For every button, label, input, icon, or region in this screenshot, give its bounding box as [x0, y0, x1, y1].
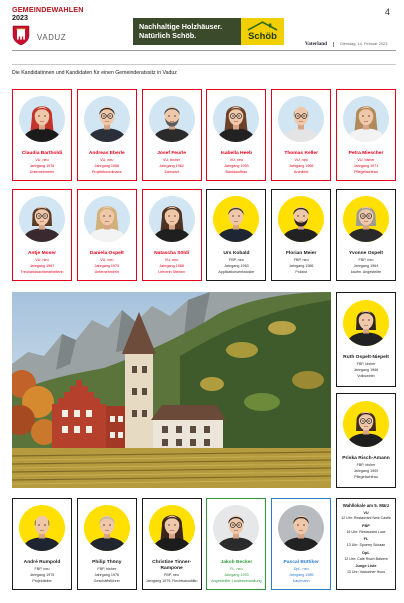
polling-party: Junge Liste	[355, 564, 377, 569]
candidate-card	[336, 89, 396, 181]
publication-name: Vaterland	[305, 41, 328, 47]
candidate-birth-year-occupation: Jahrgang 1979, Rechtsanwältin	[145, 578, 198, 583]
candidate-photo	[19, 505, 65, 551]
candidate-occupation: Bankkauffrau	[225, 169, 248, 174]
candidate-photo	[278, 196, 324, 242]
candidate-row-4	[12, 498, 396, 590]
ad-logo-panel	[241, 18, 284, 45]
intro-divider	[12, 64, 396, 65]
candidate-name: Priska Risch-Amann	[342, 456, 390, 461]
vaduz-castle-illustration	[12, 292, 331, 488]
candidate-birth-year: Jahrgang 1973	[94, 263, 120, 268]
polling-party: DpL	[362, 550, 370, 555]
candidate-card	[206, 189, 266, 281]
publication-separator	[333, 42, 334, 47]
candidate-birth-year: Jahrgang 1964	[353, 263, 379, 268]
candidate-card	[271, 89, 331, 181]
polling-info: 16 Uhr: Restaurant Luce	[346, 529, 386, 534]
candidate-occupation: Volkswirtin	[357, 373, 375, 378]
polling-entry	[346, 524, 385, 535]
candidate-photo	[278, 505, 324, 551]
polling-entry	[341, 511, 391, 522]
page-number: 4	[385, 7, 391, 17]
candidate-birth-year: Jahrgang 1976	[94, 572, 120, 577]
ad-brand-logo: Schöb	[248, 30, 277, 41]
publication-line	[305, 41, 387, 47]
candidate-name: Thomas Keller	[284, 151, 319, 156]
candidate-name: Petra Miescher	[348, 151, 384, 156]
ad-text-panel	[133, 18, 241, 45]
candidate-name: Pascal Büttiker	[283, 560, 319, 565]
polling-entry	[347, 564, 385, 575]
candidate-name: Jakob Becker	[220, 560, 253, 565]
candidate-party-status: FBP, bisher	[356, 463, 376, 467]
candidate-occupation: Treuhandsachbearbeiterin	[20, 269, 64, 274]
candidate-occupation: Applikationsentwickler	[218, 269, 255, 274]
candidate-card	[12, 89, 72, 181]
polling-party: VU	[363, 510, 369, 515]
candidate-party-status: FBP, bisher	[97, 567, 117, 571]
candidate-occupation: Polizist	[295, 269, 308, 274]
candidate-card	[206, 89, 266, 181]
candidate-party-status: FBP, neu	[358, 258, 374, 262]
candidate-birth-year: Jahrgang 1986	[94, 163, 120, 168]
candidate-photo	[343, 401, 389, 447]
candidate-side-column	[336, 292, 396, 488]
candidate-birth-year: Jahrgang 1985	[288, 572, 314, 577]
candidate-occupation: Projektkoordinator	[91, 169, 122, 174]
candidate-birth-year: Jahrgang 1993	[224, 572, 249, 577]
candidate-birth-year: Jahrgang 1986	[288, 263, 314, 268]
header-divider	[12, 50, 396, 51]
polling-title: Wahllokale am 5. März	[342, 502, 390, 508]
section-year: 2023	[12, 13, 28, 22]
candidate-birth-year: Jahrgang 1975	[29, 572, 55, 577]
candidate-card	[271, 498, 331, 590]
candidate-birth-year: Jahrgang 1966	[288, 163, 314, 168]
candidate-card	[77, 498, 137, 590]
candidate-occupation: Kaufmann	[292, 578, 310, 583]
publication-date: Dienstag, 14. Februar 2023	[340, 41, 388, 46]
candidate-name: Christine Tinner-Rampone	[152, 560, 192, 571]
candidate-name: Urs Kobald	[223, 251, 250, 256]
polling-info: 12 Uhr: Restaurant New Castle	[341, 516, 391, 521]
candidate-party-status: VU, neu	[35, 158, 49, 162]
candidate-card	[12, 498, 72, 590]
candidate-card	[206, 498, 266, 590]
section-title: GEMEINDEWAHLEN	[12, 5, 84, 14]
candidate-party-status: VU, neu	[294, 158, 308, 162]
candidate-party-status: VU, bisher	[162, 158, 181, 162]
vaduz-castle-photo	[12, 292, 331, 488]
candidate-card	[336, 292, 396, 387]
candidate-occupation: Unternehmerin	[29, 169, 55, 174]
candidate-party-status: VU, neu	[164, 258, 179, 262]
candidate-party-status: DpL, neu	[293, 567, 309, 571]
candidate-name: Florian Meier	[285, 251, 317, 256]
vaduz-coat-of-arms-icon	[12, 25, 30, 46]
candidate-party-status: FL, neu	[230, 567, 243, 571]
candidate-photo	[213, 505, 259, 551]
candidate-photo	[19, 196, 65, 242]
candidate-occupation: Geschäftsführer	[93, 578, 120, 583]
candidate-name: Andreas Eberle	[88, 151, 125, 156]
ad-line-1: Nachhaltige Holzhäuser.	[139, 21, 223, 31]
candidate-occupation: Angestellter Landesverwaltung	[211, 578, 262, 583]
candidate-photo	[343, 96, 389, 142]
candidate-photo	[19, 96, 65, 142]
candidate-card	[12, 189, 72, 281]
candidate-card	[142, 89, 202, 181]
candidate-photo	[84, 196, 130, 242]
candidate-photo	[343, 300, 389, 346]
candidate-party-status: FBP, bisher	[356, 362, 376, 366]
candidate-name: Claudia Bartholdi	[21, 151, 63, 156]
candidate-party-status: FBP, neu	[34, 567, 50, 571]
polling-party: FBP	[362, 523, 370, 528]
candidate-occupation: kaufm. Angestellte	[350, 269, 382, 274]
candidate-occupation: Unternehmerin	[94, 269, 119, 274]
polling-entry	[344, 551, 387, 562]
polling-info: 13 Uhr: Spoerry Schaan	[346, 543, 386, 548]
advertisement-banner[interactable]	[133, 18, 284, 45]
candidate-birth-year: Jahrgang 1967	[29, 263, 55, 268]
candidate-occupation: Pflegefachfrau	[354, 474, 378, 479]
candidate-name: Josef Feurle	[157, 151, 186, 156]
polling-info: 13 Uhr: Vadoziner Huus	[346, 570, 386, 575]
candidate-card	[77, 189, 137, 281]
candidate-birth-year: Jahrgang 1963	[224, 263, 249, 268]
candidate-photo	[84, 96, 130, 142]
candidate-name: Isabella Heeb	[220, 151, 253, 156]
candidate-name: Ruth Ospelt-Niepelt	[343, 355, 389, 360]
polling-info: 12 Uhr: Café Risch Balzers	[344, 556, 388, 561]
candidate-party-status: FBP, neu	[228, 258, 244, 262]
municipality-label: VADUZ	[37, 33, 67, 42]
candidate-birth-year: Jahrgang 1976	[29, 163, 55, 168]
candidate-card	[336, 189, 396, 281]
candidate-photo	[84, 505, 130, 551]
candidate-party-status: VU, neu	[229, 158, 244, 162]
candidate-birth-year: Jahrgang 1966	[353, 367, 379, 372]
candidate-photo	[149, 505, 195, 551]
candidate-card	[142, 189, 202, 281]
candidate-occupation: Zahnarzt	[164, 169, 179, 174]
candidate-row-1	[12, 89, 396, 181]
candidate-card	[77, 89, 137, 181]
candidate-name: André Rumpold	[23, 560, 61, 565]
candidate-photo	[343, 196, 389, 242]
candidate-card	[336, 393, 396, 488]
candidate-name: Natascha Söldi	[154, 251, 190, 256]
polling-entry	[347, 537, 386, 548]
candidate-party-status: VU, neu	[100, 158, 114, 162]
candidate-card	[142, 498, 202, 590]
candidate-occupation: Pflegefachfrau	[354, 169, 378, 174]
candidate-name: Daniela Ospelt	[89, 251, 124, 256]
candidate-birth-year: Jahrgang 1962	[159, 163, 184, 168]
candidate-birth-year: Jahrgang 1988	[159, 263, 184, 268]
candidate-party-status: VU, neu	[100, 258, 114, 262]
candidate-photo	[278, 96, 324, 142]
polling-party: FL	[363, 537, 369, 542]
intro-text: Die Kandidatinnen und Kandidaten für einen Gemeinderatssitz in Vaduz	[12, 70, 177, 76]
polling-stations-box	[336, 498, 396, 590]
candidate-photo	[213, 96, 259, 142]
candidate-name: Antje Moser	[28, 251, 56, 256]
candidate-card	[271, 189, 331, 281]
candidate-name: Philip Thöny	[92, 560, 122, 565]
candidate-party-status: VU, neu	[35, 258, 49, 262]
candidate-photo	[213, 196, 259, 242]
candidate-photo	[149, 96, 195, 142]
candidate-name: Yvonne Ospelt	[348, 251, 383, 256]
candidate-photo	[149, 196, 195, 242]
candidate-party-status: FBP, neu	[164, 572, 180, 577]
candidate-party-status: VU, bisher	[357, 158, 375, 162]
candidate-occupation: Lehrerin Steinen	[158, 269, 186, 274]
candidate-occupation: Projektleiter	[32, 578, 52, 583]
candidate-birth-year: Jahrgang 1971	[353, 163, 379, 168]
candidate-row-2	[12, 189, 396, 281]
candidate-birth-year: Jahrgang 1969	[353, 468, 379, 473]
candidate-birth-year: Jahrgang 1993	[224, 163, 249, 168]
ad-line-2: Natürlich Schöb.	[139, 30, 197, 40]
candidate-occupation: Architekt	[294, 169, 309, 174]
candidate-party-status: FBP, neu	[293, 258, 309, 262]
